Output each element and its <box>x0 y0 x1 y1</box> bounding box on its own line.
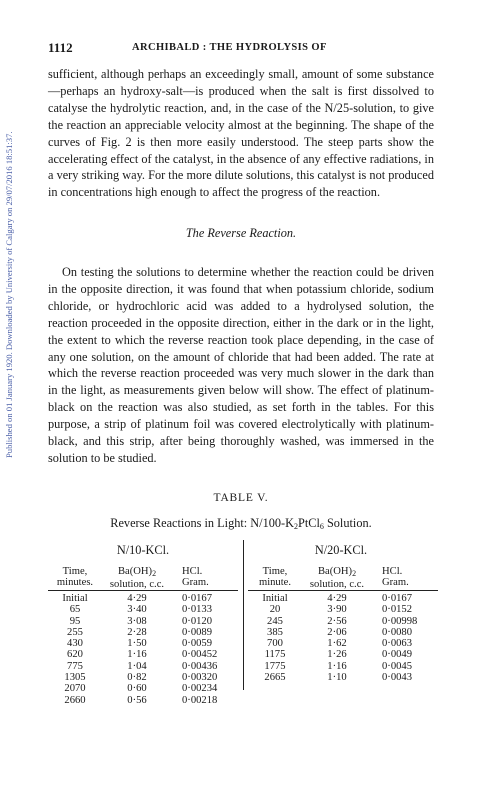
right-col-hcl: HCl. Gram. <box>382 566 409 588</box>
left-col-time: Time, minutes. <box>56 566 94 588</box>
hcl-cell: 0·0045 <box>382 660 413 672</box>
right-col-baoh: Ba(OH)2 solution, c.c. <box>309 566 365 590</box>
hcl-cell: 0·00218 <box>182 694 218 706</box>
baoh-cell: 0·82 <box>127 672 147 684</box>
baoh-cell: 1·62 <box>327 638 347 650</box>
table-row <box>248 627 438 638</box>
hcl-cell: 0·0059 <box>182 638 213 650</box>
hcl-cell: 0·0167 <box>182 593 213 604</box>
table-row <box>248 593 438 604</box>
left-col-hcl: HCl. Gram. <box>182 566 209 588</box>
time-cell: 2665 <box>264 672 286 684</box>
right-data-table <box>248 566 438 683</box>
left-table-body <box>48 593 238 706</box>
time-cell: 1775 <box>264 660 286 672</box>
table-row <box>248 649 438 660</box>
baoh-cell: 3·40 <box>127 604 147 616</box>
table-caption <box>48 516 434 531</box>
baoh-cell: 1·10 <box>327 672 347 684</box>
time-cell: 700 <box>267 638 283 650</box>
table-row <box>48 627 238 638</box>
left-header-row <box>48 566 238 591</box>
hcl-cell: 0·00436 <box>182 660 218 672</box>
table-row <box>248 661 438 672</box>
baoh-cell: 2·28 <box>127 626 147 638</box>
time-cell: 2660 <box>64 694 86 706</box>
baoh-cell: 1·26 <box>327 649 347 661</box>
table-row <box>48 604 238 615</box>
baoh-cell: 4·29 <box>127 593 147 604</box>
table-row <box>248 638 438 649</box>
baoh-cell: 0·56 <box>127 694 147 706</box>
caption-prefix: Reverse Reactions in Light: N/100-K <box>110 516 294 530</box>
time-cell: Initial <box>62 593 88 604</box>
paragraph-2: On testing the solutions to determine whether the reaction could be driven in the opposite direction, it was found that when potassium chloride, sodium chloride, or hydrochloric acid was added to a hydrolysed solution, the reaction proceeded in the opposite direction, either in the dark or in the light, the extent to which the reverse reaction took place depending, in the case of any one solution, on the amount of chloride that had been added. The rate at which the reverse reaction proceeded was very much slower in the dark than in the light, as measurements given below will show. The effect of platinum-black on the reaction was also studied, as set forth in the tables. For this purpose, a strip of platinum foil was covered electrolytically with platinum-black, and this strip, after being thoroughly washed, was immersed in the solution to be studied. <box>48 265 434 465</box>
publication-side-note: Published on 01 January 1920. Downloaded by University of Calgary on 29/07/2016 18:51:37. <box>4 131 14 459</box>
page-number: 1112 <box>48 40 73 55</box>
left-data-table <box>48 566 238 706</box>
time-cell: 775 <box>67 660 83 672</box>
section-title: The Reverse Reaction. <box>185 226 297 240</box>
paragraph-1: sufficient, although perhaps an exceedingly small, amount of some substance—perhaps an hydroxy-salt—is produced when the salt is first dissolved to catalyse the hydrolytic reaction, and, in the case of the N/25-solution, to give the reaction an appreciable velocity almost at the beginning. The shape of the curves of Fig. 2 is then more easily understood. The steep parts show the accelerating effect of the catalyst, in the absence of any effective radiations, in a very striking way. For the more dilute solutions, this catalyst is not produced in concentrations high enough to affect the progress of the reaction. <box>48 67 434 200</box>
right-header-row <box>248 566 438 591</box>
hcl-cell: 0·0133 <box>182 604 213 616</box>
right-subheading: N/20-KCl. <box>314 543 368 557</box>
caption-mid: PtCl <box>298 516 320 530</box>
baoh-cell: 1·16 <box>327 660 347 672</box>
left-col-baoh: Ba(OH)2 solution, c.c. <box>109 566 165 590</box>
time-cell: 2070 <box>64 683 86 695</box>
table-row <box>48 661 238 672</box>
baoh-cell: 2·06 <box>327 626 347 638</box>
caption-sub-1: 2 <box>294 522 298 531</box>
hcl-cell: 0·0049 <box>382 649 413 661</box>
baoh-cell: 1·04 <box>127 660 147 672</box>
time-cell: 95 <box>69 615 81 627</box>
hcl-cell: 0·00234 <box>182 683 218 695</box>
time-cell: 620 <box>67 649 83 661</box>
hcl-cell: 0·0120 <box>182 615 213 627</box>
table-row <box>48 672 238 683</box>
hcl-cell: 0·00998 <box>382 615 418 627</box>
time-cell: 20 <box>269 604 281 616</box>
baoh-cell: 3·08 <box>127 615 147 627</box>
time-cell: 1175 <box>264 649 286 661</box>
left-subheading: N/10-KCl. <box>116 543 170 557</box>
table-row <box>248 604 438 615</box>
baoh-cell: 4·29 <box>327 593 347 604</box>
table-row <box>248 616 438 627</box>
table-row <box>48 683 238 694</box>
time-cell: 1305 <box>64 672 86 684</box>
hcl-cell: 0·00452 <box>182 649 218 661</box>
time-cell: Initial <box>262 593 288 604</box>
baoh-cell: 0·60 <box>127 683 147 695</box>
hcl-cell: 0·0152 <box>382 604 413 616</box>
hcl-cell: 0·0043 <box>382 672 413 684</box>
baoh-cell: 1·50 <box>127 638 147 650</box>
time-cell: 430 <box>67 638 83 650</box>
baoh-cell: 2·56 <box>327 615 347 627</box>
time-cell: 245 <box>267 615 283 627</box>
hcl-cell: 0·00320 <box>182 672 218 684</box>
table-divider <box>243 540 244 690</box>
caption-sub-2: 6 <box>319 522 324 531</box>
page-header <box>48 40 434 58</box>
time-cell: 255 <box>67 626 83 638</box>
table-row <box>48 649 238 660</box>
table-row <box>48 593 238 604</box>
running-head: ARCHIBALD : THE HYDROLYSIS OF <box>132 42 327 53</box>
right-table-body <box>248 593 438 683</box>
hcl-cell: 0·0167 <box>382 593 413 604</box>
right-col-time: Time, minute. <box>258 566 292 588</box>
hcl-cell: 0·0089 <box>182 626 213 638</box>
table-row <box>48 695 238 706</box>
table-title: TABLE V. <box>213 492 269 504</box>
baoh-cell: 1·16 <box>127 649 147 661</box>
caption-suffix: Solution. <box>323 516 372 530</box>
table-row <box>48 638 238 649</box>
table-row <box>248 672 438 683</box>
hcl-cell: 0·0063 <box>382 638 413 650</box>
table-row <box>48 616 238 627</box>
time-cell: 385 <box>267 626 283 638</box>
hcl-cell: 0·0080 <box>382 626 413 638</box>
time-cell: 65 <box>69 604 81 616</box>
baoh-cell: 3·90 <box>327 604 347 616</box>
